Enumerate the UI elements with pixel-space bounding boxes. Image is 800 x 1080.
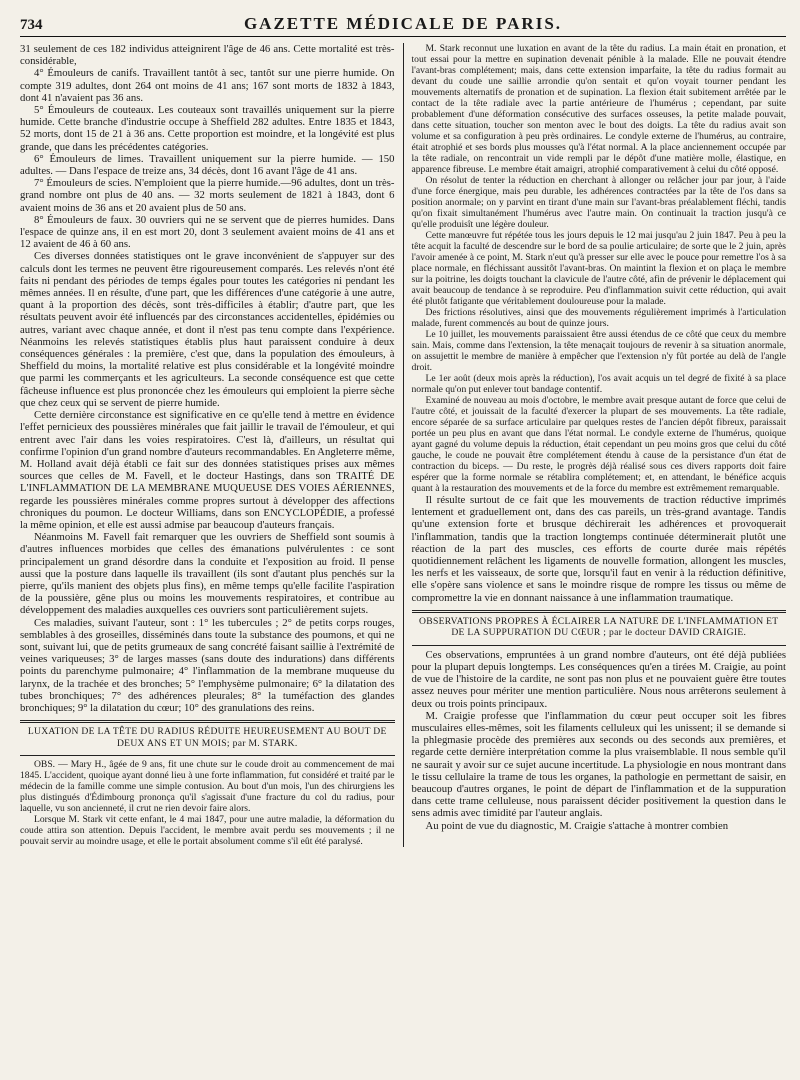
paragraph: 31 seulement de ces 182 individus atteignirent l'âge de 46 ans. Cette mortalité est très-considérable, — [20, 43, 395, 68]
paragraph: Cette manœuvre fut répétée tous les jours depuis le 12 mai jusqu'au 2 juin 1847. Peu à peu la tête acquit la faculté de descendre sur le bord de sa poulie articulaire; de sorte que le 2 juin, après l'avoir amenée à ce point, M. Stark n'eut qu'à presser sur elle avec le pouce pour remettre l'os à sa place normale, en fléchissant aussitôt l'avant-bras. On maintint la flexion et on plaça le membre sur la poitrine, les doigts touchant la clavicule de l'autre côté, afin de prévenir le déplacement qui avait beaucoup de tendance à se reproduire. Peu d'inflammation suivit cette réduction, qui avait été plutôt fatigante que véritablement douloureuse pour la malade. — [411, 230, 786, 307]
section-divider — [20, 720, 395, 723]
paragraph: M. Stark reconnut une luxation en avant de la tête du radius. La main était en pronation, et tout essai pour la mettre en supination devenait pénible à la malade. Elle ne pouvait étendre l'avant-bras complétement; mais, dans cette extension imparfaite, la tête du radius formait au devant du coude une saillie arrondie qu'on sentait et qu'on voyait tourner pendant les mouvements alternatifs de pronation et de supination. La flexion était subitement arrêtée par le contact de la tête radiale avec la partie antérieure de l'humérus ; cependant, par suite probablement d'une déformation consécutive des surfaces osseuses, la petite malade pouvait, dans cette situation, toucher son menton avec le bout des doigts. La tête du radius avait son volume et sa configuration à peu près ordinaires. Le condyle externe de l'humérus, au contraire, était atrophié et ses bords plus mousses qu'à l'état normal. A la place anciennement occupée par la tête radiale, on rencontrait un vide rempli par le dépôt d'une matière molle, élastique, en apparence fibreuse. Le membre était amaigri, atrophié comparativement à celui du côté opposé. — [411, 43, 786, 175]
paragraph: 5° Émouleurs de couteaux. Les couteaux sont travaillés uniquement sur la pierre humide. Cette branche d'industrie occupe à Sheffield 282 adultes. Entre 1835 et 1843, 52 morts, dont 15 de 21 à 36 ans. Cette proportion est moindre, et la longévité est plus grande, que dans les précédentes catégories. — [20, 104, 395, 153]
paragraph: Au point de vue du diagnostic, M. Craigie s'attache à montrer combien — [425, 819, 729, 832]
paragraph: Le 1er août (deux mois après la réduction), l'os avait acquis un tel degré de fixité à sa place normale qu'on put enlever tout bandage contentif. — [411, 373, 786, 395]
article-title: LUXATION DE LA TÊTE DU RADIUS RÉDUITE HEUREUSEMENT AU BOUT DE DEUX ANS ET UN MOIS; par M. STARK. — [27, 726, 387, 749]
paragraph: M. Craigie professe que l'inflammation du cœur peut occuper soit les fibres musculaires elles-mêmes, soit les filaments celluleux qui les unissent; il se demande si la phlegmasie procède des premières aux seconds ou des seconds aux premières, et regarde cette dernière interprétation comme la plus vraisemblable. Il nous semble qu'il ne saurait y avoir sur ce sujet aucune incertitude. La physiologie en nous montrant dans le tissu cellulaire la trame de tous les organes, la pathologie en permettant de saisir, en beaucoup d'autres organes, le point de départ de l'inflammation et de la suppuration dans cette trame celluleuse, nous paraissent décider positivement la question dans le sens admis avec timidité par l'auteur anglais. — [411, 709, 786, 820]
title-underline — [20, 755, 395, 756]
paragraph: Lorsque M. Stark vit cette enfant, le 4 mai 1847, pour une autre maladie, la déformation du coude attira son attention. Depuis l'accident, le membre avait perdu ses mouvements ; il ne pouvait servir au moindre usage, et elle le portait absolument comme s'il eût été paralysé. — [20, 814, 395, 848]
paragraph: 8° Émouleurs de faux. 30 ouvriers qui ne se servent que de pierres humides. Dans l'espace de quinze ans, il en est mort 20, dont 3 seulement avaient moins de 41 ans et 12 avaient de 46 à 60 ans. — [20, 213, 395, 251]
article-title: OBSERVATIONS PROPRES À ÉCLAIRER LA NATURE DE L'INFLAMMATION ET DE LA SUPPURATION DU CŒUR ; par le docteur DAVID CRAIGIE. — [419, 615, 779, 639]
paragraph: Cette dernière circonstance est significative en ce qu'elle tend à mettre en évidence l'effet pernicieux des poussières minérales que fait jaillir le travail de l'émouleur, et qui entrent avec l'air dans les voies respiratoires. C'est là, d'ailleurs, un résultat qui confirme l'opinion d'un grand nombre d'auteurs recommandables. En Angleterre même, M. Holland avait déjà établi ce fait sur des données statistiques prises aux mêmes sources que celles de M. Favell, et le docteur Hastings, dans son TRAITÉ DE L'INFLAMMATION DE LA MEMBRANE MUQUEUSE DES VOIES AÉRIENNES, regarde les poussières minérales comme propres surtout à développer des affections chroniques du poumon. Le docteur Williams, dans son ENCYCLOPÉDIE, a professé la même opinion, et elle est aussi admise par beaucoup d'auteurs français. — [20, 409, 395, 531]
paragraph: Examiné de nouveau au mois d'octobre, le membre avait presque autant de force que celui de l'autre côté, et jouissait de la faculté d'exercer la plupart de ses mouvements. La tête radiale, encore séparée de sa surface articulaire par quelques restes de l'ancien dépôt fibreux, paraissait portée un peu plus en avant que dans l'état normal. Le condyle externe de l'humérus, quoique ayant gagné du volume depuis la réduction, était cependant un peu moins gros que celui du côté gauche, le coude ne pouvait être complétement étendu à cause de la persistance d'un état de contraction du biceps. — Du reste, le progrès déjà réalisé sous ces divers rapports doit faire espérer que la forme normale se rétablira complétement; et, en attendant, le bénéfice acquis quant à la restauration des mouvements et de la force du membre est extrêmement remarquable. — [411, 395, 786, 494]
paragraph: 7° Émouleurs de scies. N'emploient que la pierre humide.—96 adultes, dont un très-grand nombre ont plus de 40 ans. — 32 morts seulement de 1821 à 1843, dont 6 avaient moins de 36 ans et 20 avaient plus de 50 ans. — [20, 177, 395, 214]
paragraph: Le 10 juillet, les mouvements paraissaient être aussi étendus de ce côté que ceux du membre sain. Mais, comme dans l'extension, la tête menaçait toujours de revenir à sa situation anormale, on assujettit le membre de manière à empêcher que l'extension n'y fût portée au delà de l'angle droit. — [411, 329, 786, 373]
paragraph: Ces observations, empruntées à un grand nombre d'auteurs, ont été déjà publiées pour la plupart depuis longtemps. Les conséquences qu'en a tirées M. Craigie, au point de vue de l'histoire de la cardite, ne sont pas non plus et ne pouvaient guère être toutes assez neuves pour mériter une mention particulière. Nous nous arrêterons seulement à deux ou trois points principaux. — [411, 648, 786, 710]
paragraph: 6° Émouleurs de limes. Travaillent uniquement sur la pierre humide. — 150 adultes. — Dans l'espace de treize ans, 34 décès, dont 16 avant l'âge de 41 ans. — [20, 152, 395, 178]
title-underline — [412, 645, 787, 646]
paragraph: Des frictions résolutives, ainsi que des mouvements régulièrement imprimés à l'articulation malade, furent commencés au bout de quinze jours. — [411, 307, 786, 329]
running-head: GAZETTE MÉDICALE DE PARIS. — [243, 14, 563, 33]
paragraph: Il résulte surtout de ce fait que les mouvements de traction réductive imprimés lentement et graduellement ont, dans des cas pareils, un très-grand avantage. Tandis qu'une extension forte et brusque déchirerait les adhérences et provoquerait l'inflammation, tandis que la traction longtemps continuée déterminerait plutôt une réaction de la part des muscles, ces efforts de courte durée mais répétés quotidiennement relâchent les ligaments de nouvelle formation, allongent les muscles, les nerfs et les vaisseaux, de sorte que, lorsqu'il faut en venir à la réduction définitive, elle s'opère sans violence et sans le moindre risque de rompre les tissus ou même de compromettre la vie en donnant naissance à une inflammation traumatique. — [411, 494, 786, 604]
paragraph: 4° Émouleurs de canifs. Travaillent tantôt à sec, tantôt sur une pierre humide. On compte 319 adultes, dont 264 ont moins de 41 ans; 167 sont morts de 1832 à 1843, dont 41 n'avaient pas 36 ans. — [20, 67, 395, 104]
right-column — [404, 43, 787, 847]
two-column-body — [20, 43, 786, 847]
paragraph: OBS. — Mary H., âgée de 9 ans, fit une chute sur le coude droit au commencement de mai 1845. L'accident, quoique ayant donné lieu à une forte inflammation, fut considéré et traité par le médecin de la famille comme une simple contusion. Au bout d'un mois, l'un des chirurgiens les plus distingués d'Édimbourg prononça qu'il s'agissait d'une fracture du col du radius, pour laquelle, vu son ancienneté, il crut ne rien devoir faire alors. — [20, 759, 395, 815]
page-header — [20, 14, 786, 37]
page-number: 734 — [20, 17, 43, 33]
section-divider — [412, 610, 787, 613]
left-column — [20, 43, 404, 847]
paragraph: Ces diverses données statistiques ont le grave inconvénient de s'appuyer sur des calculs dont les termes ne peuvent être rigoureusement comparés. Les relevés n'ont été faits ni pendant des périodes de temps égales pour toutes les catégories ni pendant les mêmes années. Il en résulte, d'une part, que les différences d'une catégorie à une autre, quant à la proportion des décès, sont très-difficiles à établir; d'autre part, que les résultats peuvent avoir été influencés par des circonstances accidentelles, épidémies ou autres, variant avec chaque année, et dont il n'est pas tenu compte dans l'expérience. Néanmoins les relevés statistiques établis plus haut paraissent conduire à deux conséquences générales : la première, c'est que, dans la population des émouleurs, à Sheffield du moins, la mortalité relative est plus considérable et la longévité moindre que parmi les commerçants et les agriculteurs. La seconde conséquence est que cette fâcheuse influence est plus prononcée chez les émouleurs qui emploient la pierre sèche que chez ceux qui se servent de pierre humide. — [20, 250, 395, 409]
paragraph: Néanmoins M. Favell fait remarquer que les ouvriers de Sheffield sont soumis à d'autres influences morbides que celles des émanations pulvérulentes : ce sont principalement un grand désordre dans la conduite et l'exposition au froid. Il pense aussi que la posture dans laquelle ils travaillent (ils sont d'autant plus penchés sur la pierre, qu'ils manient des objets plus fins), en même temps qu'elle facilite l'aspiration de la poussière, gêne plus ou moins les mouvements respiratoires, et contribue au développement des maladies auxquelles ces ouvriers sont particulièrement sujets. — [20, 531, 395, 617]
paragraph: Ces maladies, suivant l'auteur, sont : 1° les tubercules ; 2° de petits corps rouges, semblables à des groseilles, disséminés dans toute la substance des poumons, et qui ne sont, suivant lui, que de petits grumeaux de sang concrété faisant saillie à l'extrémité de veines variqueuses; 3° de larges masses (sans doute des indurations) dans différents points du parenchyme pulmonaire; 4° l'inflammation de la membrane muqueuse du larynx, de la trachée et des bronches; 5° l'emphysème pulmonaire; 6° la dilatation des tubes bronchiques; 7° des adhérences pleurales; 8° la tuméfaction des glandes bronchiques; 9° la dilatation du cœur; 10° des granulations des reins. — [20, 616, 395, 714]
paragraph: On résolut de tenter la réduction en cherchant à allonger ou relâcher jour par jour, à l'aide d'une force énergique, mais peu durable, les adhérences contractées par la tête de l'os dans sa position anormale; on y parvint en tirant d'une main sur l'avant-bras préalablement fléchi, tandis qu'on fixait simultanément l'humérus avec l'autre main. On continuait la traction jusqu'à ce qu'elle produisît une légère douleur. — [411, 175, 786, 230]
